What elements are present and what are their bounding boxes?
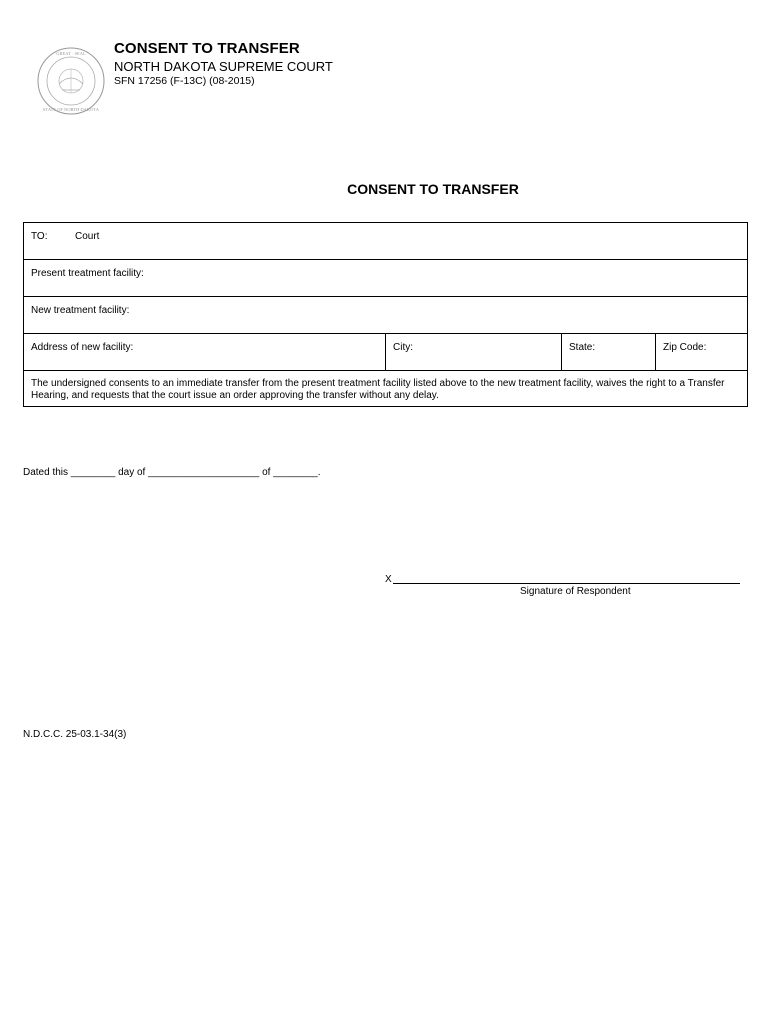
city-label: City: [393, 342, 413, 353]
present-facility-row [24, 260, 747, 297]
to-court-value: Court [75, 231, 100, 242]
address-row [24, 334, 747, 371]
header-title: CONSENT TO TRANSFER [114, 40, 300, 57]
present-facility-label: Present treatment facility: [31, 268, 144, 279]
new-facility-row [24, 297, 747, 334]
state-seal-logo [36, 46, 106, 116]
to-label: TO: [31, 231, 48, 242]
svg-text:GREAT · SEAL: GREAT · SEAL [56, 51, 86, 56]
svg-text:STATE OF NORTH DAKOTA: STATE OF NORTH DAKOTA [42, 107, 100, 112]
zip-label: Zip Code: [663, 342, 707, 353]
signature-line[interactable] [393, 583, 740, 584]
zip-field[interactable] [655, 334, 747, 370]
dated-line: Dated this ________ day of ____________________ of ________. [23, 467, 321, 478]
state-field[interactable] [561, 334, 655, 370]
address-field[interactable] [24, 334, 385, 370]
address-label: Address of new facility: [31, 342, 134, 353]
consent-row [24, 371, 747, 407]
new-facility-label: New treatment facility: [31, 305, 130, 316]
signature-x-mark: X [385, 574, 392, 585]
document-title: CONSENT TO TRANSFER [347, 181, 519, 197]
transfer-form-table [23, 222, 748, 407]
new-facility-field[interactable] [24, 297, 747, 333]
header-court-name: NORTH DAKOTA SUPREME COURT [114, 59, 333, 74]
state-label: State: [569, 342, 596, 353]
present-facility-field[interactable] [24, 260, 747, 296]
form-number: SFN 17256 (F-13C) (08-2015) [114, 75, 255, 87]
city-field[interactable] [385, 334, 561, 370]
signature-caption: Signature of Respondent [520, 586, 631, 597]
to-court-field[interactable] [68, 223, 268, 259]
to-row [24, 223, 747, 260]
consent-statement: The undersigned consents to an immediate transfer from the present treatment facility listed above to the new treatment facility, waives the right to a Transfer Hearing, and requests that the court issue an order approving the transfer without any delay. [31, 378, 725, 401]
statute-reference: N.D.C.C. 25-03.1-34(3) [23, 729, 127, 740]
